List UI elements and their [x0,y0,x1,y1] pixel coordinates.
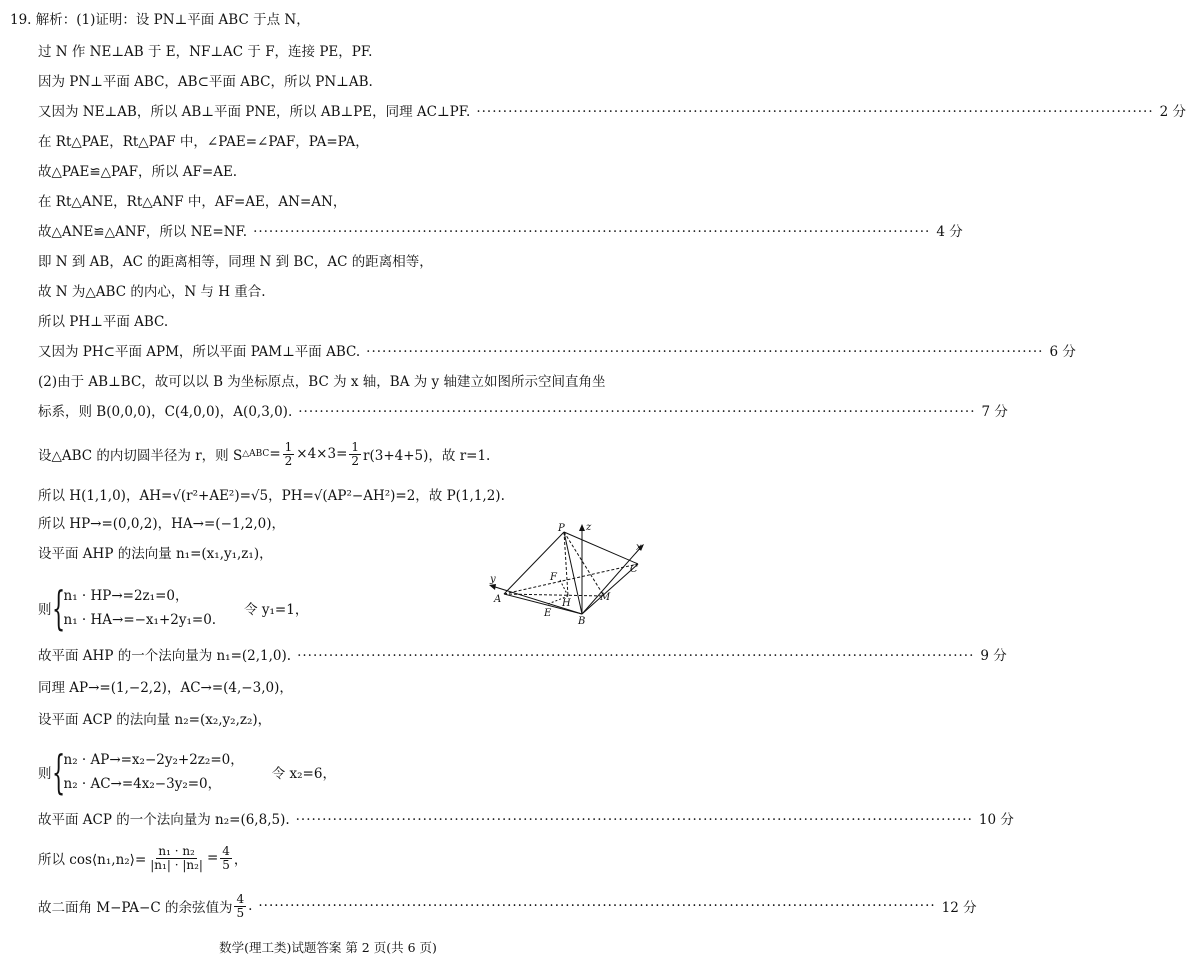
score-mark: 12 分 [941,900,977,916]
line-11: 所以 PH⊥平面 ABC. [38,314,169,330]
system-row: n₁ · HP→=2z₁=0， [63,588,189,604]
line-8-text: 故△ANE≌△ANF，所以 NE=NF. [38,224,248,240]
pyramid-figure [478,520,648,626]
line-19 [38,646,1007,666]
equation-system-2 [38,745,336,799]
line-8 [38,222,963,242]
area-subscript: △ABC [242,449,270,459]
edge-pc [564,532,638,564]
label-b: B [578,616,586,627]
dot-leader: ································································································································ [297,648,975,664]
line-24 [38,888,977,924]
fraction-denominator: 2 [351,453,360,468]
label-c: C [630,564,638,575]
dot-leader: ································································································································ [298,404,976,420]
fraction-denominator: 2 [284,453,293,468]
system-row: n₂ · AP→=x₂−2y₂+2z₂=0， [63,752,244,768]
label-m: M [600,592,611,603]
fraction-numerator: 4 [222,843,230,858]
edge-pa [504,532,564,594]
line-15-equals: = [269,446,281,462]
equation-system-1 [38,581,309,635]
label-y: y [490,574,496,585]
line-23-cosine [38,840,247,876]
line-24-period: . [248,898,253,914]
label-z: z [586,522,592,533]
line-9: 即 N 到 AB，AC 的距离相等，同理 N 到 BC，AC 的距离相等， [38,254,433,270]
score-mark: 4 分 [936,224,963,240]
fraction-numerator: 1 [351,439,360,454]
cosine-label: 所以 cos⟨n₁,n₂⟩= [38,852,147,868]
page-footer: 数学(理工类)试题答案 第 2 页(共 6 页) [219,940,437,955]
line-13: (2)由于 AB⊥BC，故可以以 B 为坐标原点，BC 为 x 轴，BA 为 y 轴建立如图所示空间直角坐 [38,374,606,390]
line-17: 所以 HP→=(0,0,2)，HA→=(−1,2,0)， [38,516,285,532]
line-15-part-a: 设△ABC 的内切圆半径为 r，则 S [38,448,243,464]
left-brace: { [51,581,65,635]
score-mark: 9 分 [980,648,1007,664]
line-5: 在 Rt△PAE，Rt△PAF 中，∠PAE=∠PAF，PA=PA， [38,134,369,150]
line-7: 在 Rt△ANE，Rt△ANF 中，AF=AE，AN=AN， [38,194,347,210]
system-let: 令 x₂=6， [271,766,336,782]
line-21: 设平面 ACP 的法向量 n₂=(x₂,y₂,z₂)， [38,712,272,728]
fraction-numerator: n₁ · n₂ [158,843,195,858]
fraction-half [349,441,361,468]
line-12-text: 又因为 PH⊂平面 APM，所以平面 PAM⊥平面 ABC. [38,344,361,360]
cosine-comma: ， [233,852,248,868]
line-15-part-d: r(3+4+5)，故 r=1. [363,448,491,464]
system-row: n₁ · HA→=−x₁+2y₁=0. [63,612,217,628]
line-10: 故 N 为△ABC 的内心，N 与 H 重合. [38,284,266,300]
fraction-denominator: |n₁| · |n₂| [150,857,203,872]
dot-leader: ································································································································ [476,104,1154,120]
score-mark: 10 分 [978,812,1014,828]
dot-leader: ································································································································ [258,898,936,914]
system-rows [64,586,217,630]
line-3: 因为 PN⊥平面 ABC，AB⊂平面 ABC，所以 PN⊥AB. [38,74,373,90]
system-let: 令 y₁=1， [244,602,309,618]
fraction-denominator: 5 [222,857,230,872]
line-19-text: 故平面 AHP 的一个法向量为 n₁=(2,1,0). [38,648,292,664]
line-6: 故△PAE≌△PAF，所以 AF=AE. [38,164,238,180]
line-16: 所以 H(1,1,0)，AH=√(r²+AE²)=√5，PH=√(AP²−AH²)=2，故 P(1,1,2). [38,488,505,504]
edge-pm [564,532,604,596]
label-x: x [636,542,642,553]
system-rows [64,750,244,794]
label-h: H [562,598,571,609]
score-mark: 6 分 [1049,344,1076,360]
fraction-cosine [148,845,205,872]
axis-x [582,546,642,614]
line-18: 设平面 AHP 的法向量 n₁=(x₁,y₁,z₁)， [38,546,273,562]
fraction-four-fifths [234,893,246,920]
label-a: A [494,594,502,605]
system-lead: 则 [38,766,52,782]
label-e: E [544,608,552,619]
dot-leader: ································································································································ [366,344,1044,360]
left-brace: { [51,745,65,799]
fraction-numerator: 4 [236,891,245,906]
line-22-text: 故平面 ACP 的一个法向量为 n₂=(6,8,5). [38,812,290,828]
system-lead: 则 [38,602,52,618]
system-row: n₂ · AC→=4x₂−3y₂=0， [63,776,222,792]
fraction-half [283,441,295,468]
score-mark: 7 分 [981,404,1008,420]
fraction-numerator: 1 [284,439,293,454]
line-22 [38,810,1014,830]
label-p: P [558,523,565,534]
line-20: 同理 AP→=(1,−2,2)，AC→=(4,−3,0)， [38,680,293,696]
edge-ac [504,564,638,594]
axis-z-arrow [579,524,585,531]
cosine-equals: = [206,850,219,866]
line-2: 过 N 作 NE⊥AB 于 E，NF⊥AC 于 F，连接 PE，PF. [38,44,373,60]
fraction-denominator: 5 [236,905,245,920]
line-12 [38,342,1076,362]
line-4-text: 又因为 NE⊥AB，所以 AB⊥平面 PNE，所以 AB⊥PE，同理 AC⊥PF. [38,104,471,120]
line-15-part-c: ×4×3= [296,446,348,462]
line-1: 19. 解析：(1)证明：设 PN⊥平面 ABC 于点 N， [10,12,310,28]
dot-leader: ································································································································ [295,812,973,828]
score-mark: 2 分 [1159,104,1186,120]
line-14-text: 标系，则 B(0,0,0)，C(4,0,0)，A(0,3,0). [38,404,293,420]
line-15-incircle [38,436,490,472]
line-4 [38,102,1186,122]
fraction-four-fifths [220,845,232,872]
line-14 [38,402,1008,422]
label-f: F [550,572,557,583]
dot-leader: ································································································································ [253,224,931,240]
line-24-text: 故二面角 M−PA−C 的余弦值为 [38,900,233,916]
